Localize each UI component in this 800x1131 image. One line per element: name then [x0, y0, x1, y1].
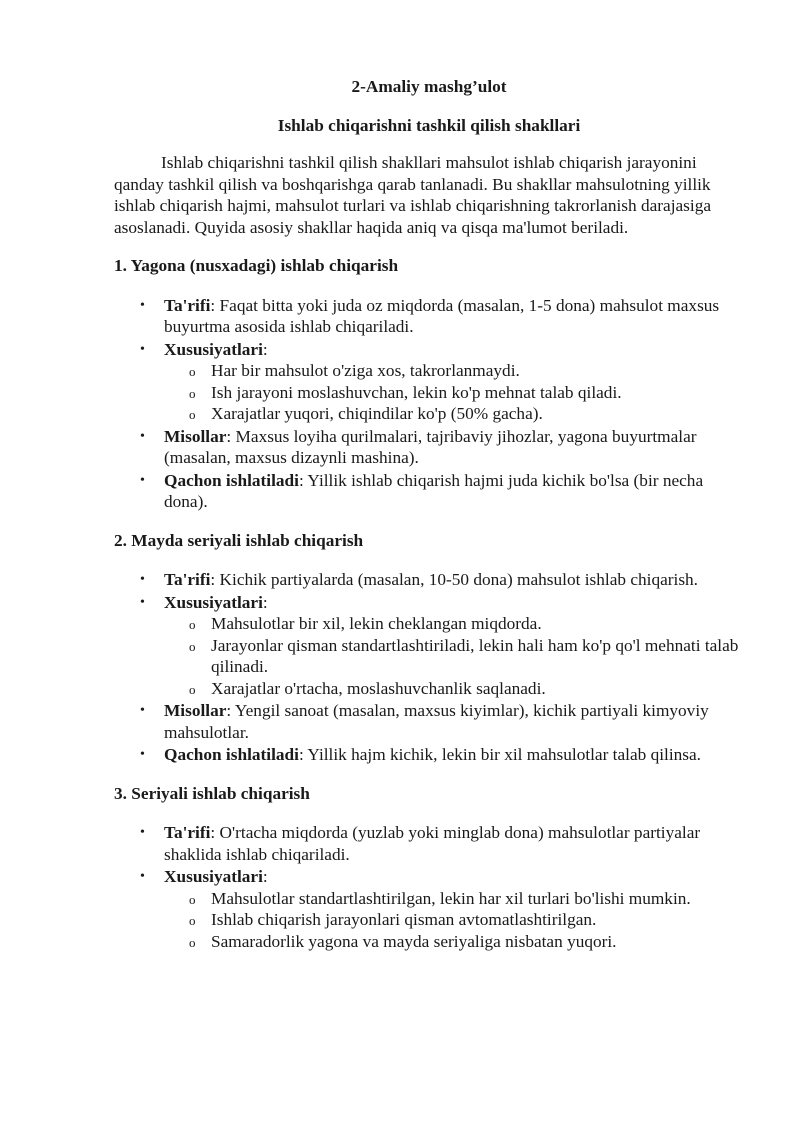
circle-bullet-icon: o [189, 681, 196, 697]
definition-term: Ta'rifi [164, 295, 211, 315]
definition-term: Ta'rifi [164, 570, 211, 589]
features-sublist [164, 613, 744, 699]
document-subtitle: Ishlab chiqarishni tashkil qilish shakllari [277, 115, 581, 135]
sub-list-item: o Xarajatlar o'rtacha, moslashuvchanlik saqlanadi. [164, 678, 744, 700]
features-colon: : [262, 339, 268, 359]
list-item [114, 426, 744, 469]
features-term: Xususiyatlari [164, 592, 263, 612]
sub-list-item: o Ish jarayoni moslashuvchan, lekin ko'p mehnat talab qiladi. [164, 382, 744, 404]
list-item [114, 866, 744, 952]
intro-paragraph: Ishlab chiqarishni tashkil qilish shakllari mahsulot ishlab chiqarish jarayonini qanday tashkil qilish va boshqarishga qarab tanlanadi. Bu shakllar mahsulotning yillik ishlab chiqarish hajmi, mahsulot turlari va ishlab chiqarishning takrorlanish darajasiga asoslanadi. Quyida asosiy shakllar haqida aniq va qisqa ma'lumot beriladi. [114, 153, 712, 237]
section-3-heading: 3. Seriyali ishlab chiqarish [114, 783, 310, 803]
sub-list-item: o Samaradorlik yagona va mayda seriyaliga nisbatan yuqori. [164, 931, 744, 953]
circle-bullet-icon: o [189, 638, 196, 654]
definition-term: Ta'rifi [164, 823, 211, 842]
circle-bullet-icon: o [189, 385, 196, 401]
features-term: Xususiyatlari [164, 867, 263, 886]
circle-bullet-icon: o [189, 913, 196, 928]
features-colon: : [262, 592, 268, 612]
section-2-heading: 2. Mayda seriyali ishlab chiqarish [114, 530, 364, 550]
usage-text: : Yillik hajm kichik, lekin bir xil mahsulotlar talab qilinsa. [298, 745, 701, 764]
usage-text: : Yillik ishlab chiqarish hajmi juda kichik bo'lsa (bir necha dona). [164, 470, 704, 511]
section-2-list [114, 569, 744, 766]
examples-term: Misollar [164, 701, 227, 720]
list-item [114, 592, 744, 700]
circle-bullet-icon: o [189, 617, 196, 632]
features-sublist [164, 360, 744, 425]
section-1-heading: 1. Yagona (nusxadagi) ishlab chiqarish [114, 256, 399, 275]
examples-text: : Yengil sanoat (masalan, maxsus kiyimlar), kichik partiyali kimyoviy mahsulotlar. [164, 701, 709, 742]
sub-list-item: o Har bir mahsulot o'ziga xos, takrorlanmaydi. [164, 360, 744, 382]
examples-text: : Maxsus loyiha qurilmalari, tajribaviy jihozlar, yagona buyurtmalar (masalan, maxsus dizaynli mashina). [164, 426, 697, 467]
features-colon: : [262, 867, 268, 886]
definition-text: : Faqat bitta yoki juda oz miqdorda (masalan, 1-5 dona) mahsulot maxsus buyurtma asosida ishlab chiqariladi. [164, 295, 720, 336]
section-3-list [114, 822, 744, 952]
sub-list-item: o Mahsulotlar bir xil, lekin cheklangan miqdorda. [164, 613, 744, 635]
list-item [114, 295, 744, 338]
sub-list-item: o Mahsulotlar standartlashtirilgan, lekin har xil turlari bo'lishi mumkin. [164, 888, 744, 910]
bullet-icon: • [140, 472, 145, 488]
circle-bullet-icon: o [189, 934, 196, 950]
circle-bullet-icon: o [189, 891, 196, 907]
bullet-icon: • [140, 869, 145, 884]
bullet-icon: • [140, 572, 145, 587]
document-page [114, 76, 744, 953]
sub-list-item: o Jarayonlar qisman standartlashtiriladi, lekin hali ham ko'p qo'l mehnati talab qilinadi. [189, 635, 739, 676]
list-item [114, 744, 744, 766]
sub-list-item: o Xarajatlar yuqori, chiqindilar ko'p (50% gacha). [164, 403, 744, 425]
list-item [114, 700, 744, 743]
bullet-icon: • [140, 297, 145, 313]
features-term: Xususiyatlari [164, 339, 263, 359]
document-title: 2-Amaliy mashg’ulot [351, 77, 507, 96]
list-item [114, 470, 744, 513]
examples-term: Misollar [164, 426, 227, 446]
bullet-icon: • [140, 825, 145, 840]
sub-list-item: o Ishlab chiqarish jarayonlari qisman avtomatlashtirilgan. [164, 909, 744, 931]
bullet-icon: • [140, 703, 145, 718]
bullet-icon: • [140, 747, 145, 762]
list-item [114, 569, 744, 591]
definition-text: : Kichik partiyalarda (masalan, 10-50 dona) mahsulot ishlab chiqarish. [210, 570, 699, 589]
section-1-list [114, 295, 744, 513]
list-item [114, 339, 744, 425]
usage-term: Qachon ishlatiladi [164, 745, 299, 764]
circle-bullet-icon: o [189, 407, 196, 422]
usage-term: Qachon ishlatiladi [164, 470, 299, 490]
bullet-icon: • [140, 341, 145, 357]
list-item [114, 822, 744, 865]
definition-text: : O'rtacha miqdorda (yuzlab yoki minglab dona) mahsulotlar partiyalar shaklida ishlab chiqariladi. [164, 823, 701, 864]
bullet-icon: • [140, 428, 145, 444]
features-sublist [164, 888, 744, 953]
bullet-icon: • [140, 594, 145, 610]
circle-bullet-icon: o [189, 364, 196, 379]
